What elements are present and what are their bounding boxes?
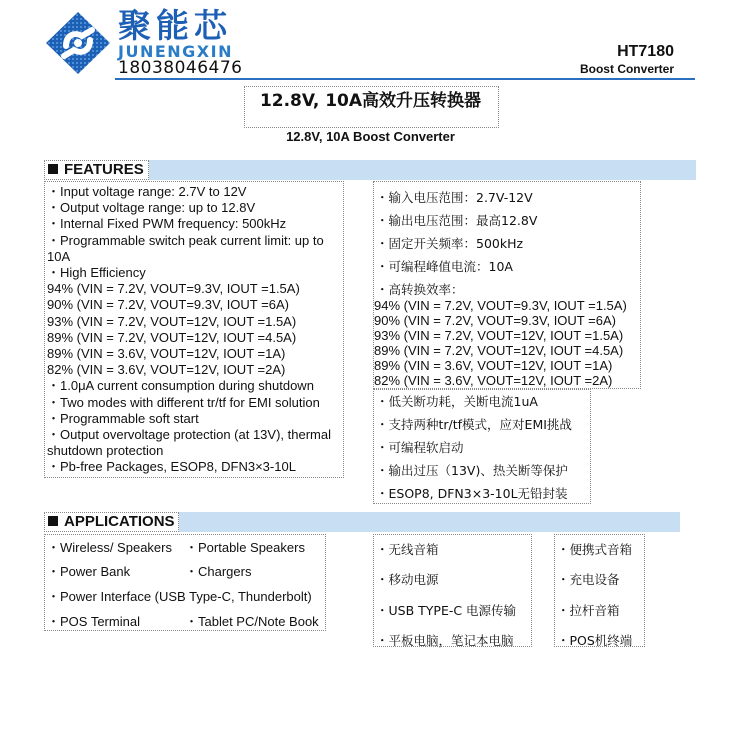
application-item: ・Chargers — [185, 564, 252, 579]
feature-item: 90% (VIN = 7.2V, VOUT=9.3V, IOUT =6A) — [47, 297, 289, 313]
features-cn-list-b — [373, 389, 591, 504]
feature-item: 93% (VIN = 7.2V, VOUT=12V, IOUT =1.5A) — [47, 313, 297, 329]
efficiency-row: 89% (VIN = 3.6V, VOUT=12V, IOUT =1A) — [374, 358, 613, 373]
application-item: ・Power Bank — [47, 564, 131, 579]
application-item: ・Tablet PC/Note Book — [185, 614, 319, 629]
efficiency-row: 94% (VIN = 7.2V, VOUT=9.3V, IOUT =1.5A) — [374, 298, 627, 313]
applications-cn-list-1 — [373, 534, 532, 647]
page-title-cn: 12.8V, 10A高效升压转换器 — [259, 91, 482, 111]
efficiency-row: 93% (VIN = 7.2V, VOUT=12V, IOUT =1.5A) — [374, 328, 624, 343]
feature-item: ・Output voltage range: up to 12.8V — [47, 200, 256, 216]
features-cn-list-a — [373, 181, 641, 389]
page-title-en: 12.8V, 10A Boost Converter — [286, 129, 455, 144]
square-bullet-icon — [48, 164, 58, 174]
feature-item: ・1.0μA current consumption during shutdown — [47, 378, 314, 394]
part-description: Boost Converter — [579, 62, 674, 76]
company-phone: 18038046476 — [118, 58, 243, 78]
feature-item-cn: ・可编程峰值电流：10A — [376, 259, 513, 274]
application-item-cn: ・拉杆音箱 — [557, 603, 620, 618]
feature-item: ・Output overvoltage protection (at 13V), thermal — [47, 427, 331, 443]
company-name-cn: 聚能芯 — [118, 6, 232, 45]
feature-item: ・Programmable switch peak current limit: up to — [47, 232, 324, 248]
feature-item: ・Input voltage range: 2.7V to 12V — [47, 184, 247, 199]
application-item-cn: ・无线音箱 — [376, 542, 439, 557]
application-item-cn: ・移动电源 — [376, 572, 439, 587]
feature-item-cn: ・可编程软启动 — [376, 440, 464, 455]
feature-item-cn: ・低关断功耗，关断电流1uA — [376, 394, 538, 409]
application-item: ・Portable Speakers — [185, 540, 305, 555]
efficiency-row: 90% (VIN = 7.2V, VOUT=9.3V, IOUT =6A) — [374, 313, 616, 328]
feature-item-cn: ・输出过压（13V)、热关断等保护 — [376, 463, 568, 478]
efficiency-row: 82% (VIN = 3.6V, VOUT=12V, IOUT =2A) — [374, 373, 613, 388]
feature-item: 94% (VIN = 7.2V, VOUT=9.3V, IOUT =1.5A) — [47, 281, 300, 297]
feature-item: 89% (VIN = 7.2V, VOUT=12V, IOUT =4.5A) — [47, 329, 297, 345]
applications-en-list — [44, 534, 326, 631]
feature-item-cn: ・输入电压范围：2.7V-12V — [376, 190, 533, 205]
applications-heading: APPLICATIONS — [44, 512, 179, 532]
feature-item: ・Internal Fixed PWM frequency: 500kHz — [47, 216, 287, 232]
junengxin-logo-icon — [44, 10, 112, 76]
features-en-list — [44, 181, 344, 478]
application-item-cn: ・平板电脑，笔记本电脑 — [376, 633, 514, 648]
feature-item: ・High Efficiency — [47, 265, 146, 281]
square-bullet-icon — [48, 516, 58, 526]
feature-item-cn: ・输出电压范围：最高12.8V — [376, 213, 538, 228]
application-item: ・POS Terminal — [47, 614, 140, 629]
feature-item: 89% (VIN = 3.6V, VOUT=12V, IOUT =1A) — [47, 346, 286, 362]
application-item-cn: ・便携式音箱 — [557, 542, 633, 557]
feature-item: 82% (VIN = 3.6V, VOUT=12V, IOUT =2A) — [47, 362, 286, 378]
application-item: ・Power Interface (USB Type-C, Thunderbolt) — [47, 589, 312, 604]
efficiency-row: 89% (VIN = 7.2V, VOUT=12V, IOUT =4.5A) — [374, 343, 624, 358]
feature-item-cn: ・ESOP8, DFN3×3-10L无铅封装 — [376, 486, 568, 501]
feature-item-cn: ・固定开关频率：500kHz — [376, 236, 524, 251]
application-item-cn: ・充电设备 — [557, 572, 620, 587]
features-heading: FEATURES — [44, 160, 149, 180]
application-item-cn: ・POS机终端 — [557, 633, 633, 648]
part-number: HT7180 — [617, 43, 674, 60]
header-divider — [115, 78, 695, 80]
company-name-en: JUNENGXIN — [118, 42, 233, 61]
applications-cn-list-2 — [554, 534, 645, 647]
feature-item: ・Programmable soft start — [47, 410, 199, 426]
feature-item-cn: ・高转换效率： — [376, 282, 464, 297]
feature-item: ・Two modes with different tr/tf for EMI solution — [47, 394, 320, 410]
application-item: ・Wireless/ Speakers — [47, 540, 172, 555]
application-item-cn: ・USB TYPE-C 电源传输 — [376, 603, 517, 618]
feature-item-cn: ・支持两种tr/tf模式，应对EMI挑战 — [376, 417, 572, 432]
feature-item: 10A — [47, 248, 71, 264]
feature-item: shutdown protection — [47, 443, 164, 459]
feature-item: ・Pb-free Packages, ESOP8, DFN3×3-10L — [47, 459, 296, 475]
